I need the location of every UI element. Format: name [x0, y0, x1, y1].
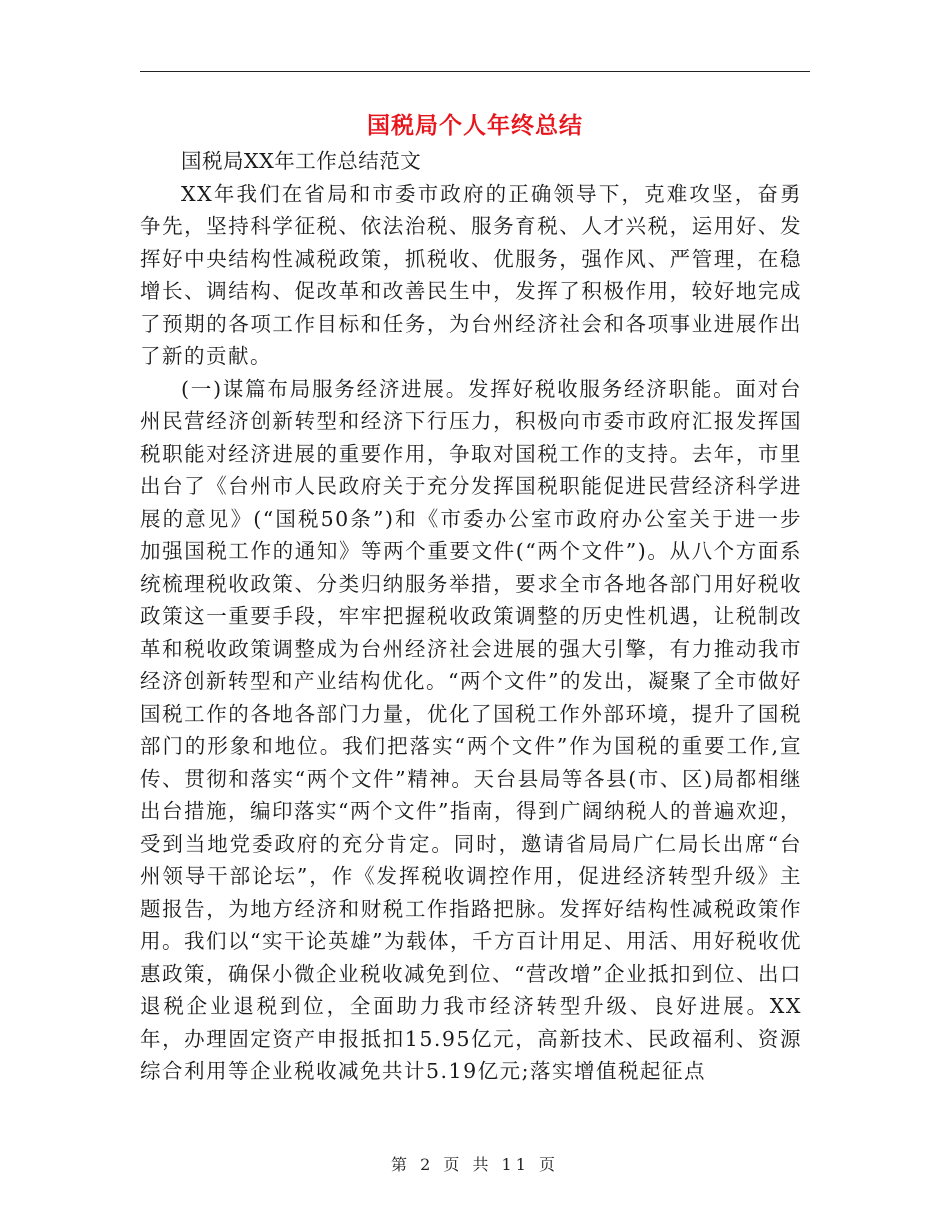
body-paragraph: XX年我们在省局和市委市政府的正确领导下，克难攻坚，奋勇争先，坚持科学征税、依法治税、服务育税、人才兴税，运用好、发挥好中央结构性减税政策，抓税收、优服务，强作风、严管理，在稳增长、调结构、促改革和改善民生中，发挥了积极作用，较好地完成了预期的各项工作目标和任务，为台州经济社会和各项事业进展作出了新的贡献。: [140, 181, 802, 368]
body-paragraph: (一)谋篇布局服务经济进展。发挥好税收服务经济职能。面对台州民营经济创新转型和经济下行压力，积极向市委市政府汇报发挥国税职能对经济进展的重要作用，争取对国税工作的支持。去年，市里出台了《台州市人民政府关于充分发挥国税职能促进民营经济科学进展的意见》(“国税50条”)和《市委办公室市政府办公室关于进一步加强国税工作的通知》等两个重要文件(“两个文件”)。从八个方面系统梳理税收政策、分类归纳服务举措，要求全市各地各部门用好税收政策这一重要手段，牢牢把握税收政策调整的历史性机遇，让税制改革和税收政策调整成为台州经济社会进展的强大引擎，有力推动我市经济创新转型和产业结构优化。“两个文件”的发出，凝聚了全市做好国税工作的各地各部门力量，优化了国税工作外部环境，提升了国税部门的形象和地位。我们把落实“两个文件”作为国税的重要工作,宣传、贯彻和落实“两个文件”精神。天台县局等各县(市、区)局都相继出台措施，编印落实“两个文件”指南，得到广阔纳税人的普遍欢迎，受到当地党委政府的充分肯定。同时，邀请省局局广仁局长出席“台州领导干部论坛”，作《发挥税收调控作用，促进经济转型升级》主题报告，为地方经济和财税工作指路把脉。发挥好结构性减税政策作用。我们以“实干论英雄”为载体，千方百计用足、用活、用好税收优惠政策，确保小微企业税收减免到位、“营改增”企业抵扣到位、出口退税企业退税到位，全面助力我市经济转型升级、良好进展。XX年，办理固定资产申报抵扣15.95亿元，高新技术、民政福利、资源综合利用等企业税收减免共计5.19亿元;落实增值税起征点: [140, 376, 802, 1083]
document-subtitle: 国税局XX年工作总结范文: [181, 149, 422, 173]
document-body: [140, 145, 802, 1088]
document-title: 国税局个人年终总结: [367, 112, 583, 139]
page-number-footer: 第 2 页 共 11 页: [391, 1155, 559, 1174]
header-rule: [140, 71, 810, 72]
